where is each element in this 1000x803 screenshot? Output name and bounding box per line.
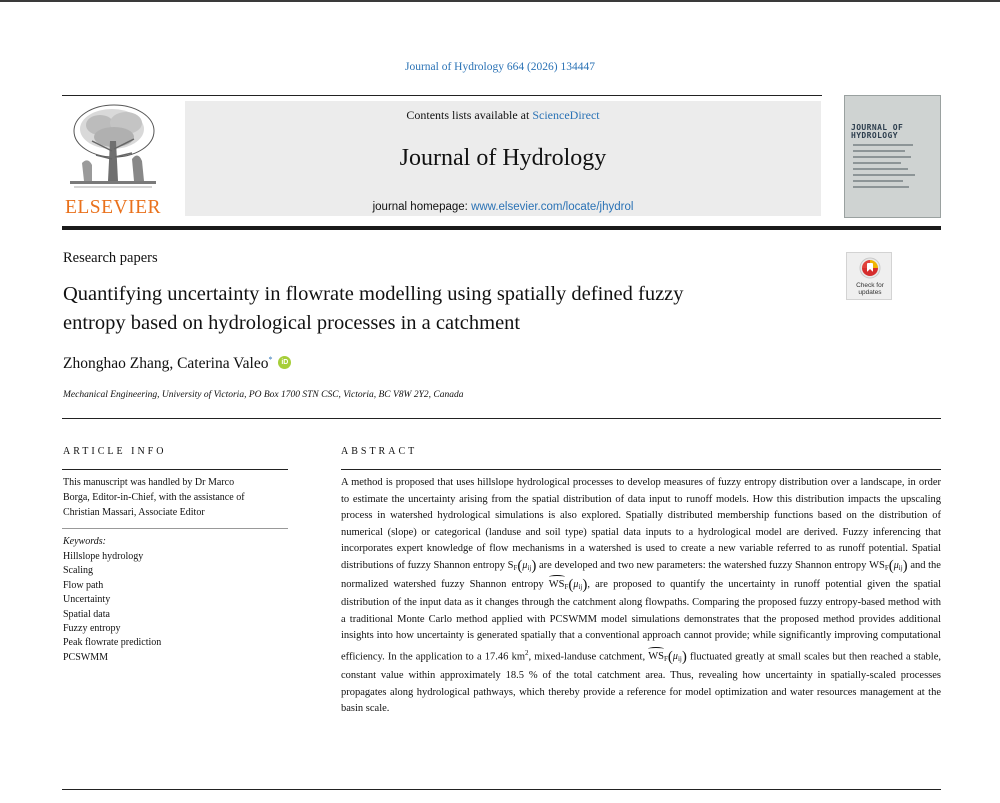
- check-updates-label: [847, 282, 893, 296]
- formula-symbol: WS: [549, 577, 565, 594]
- author-separator: ,: [169, 355, 178, 373]
- sciencedirect-link[interactable]: ScienceDirect: [532, 108, 600, 122]
- formula-normalized-entropy: $WS_F(\mu_{ij})$: [548, 576, 588, 593]
- keyword-item: Uncertainty: [63, 594, 111, 606]
- keywords-list: [63, 550, 287, 665]
- formula-subscript: F: [564, 582, 569, 591]
- superscript: 2: [525, 648, 529, 657]
- contents-line: [185, 108, 821, 123]
- contents-prefix: Contents lists available at: [406, 108, 533, 122]
- formula-subscript: F: [884, 563, 889, 572]
- formula-subscript: F: [513, 563, 518, 572]
- abstract-text: [341, 475, 941, 718]
- publisher-wordmark: ELSEVIER: [64, 197, 162, 218]
- paper-title: [63, 280, 833, 338]
- elsevier-tree-icon: [62, 101, 164, 199]
- formula-symbol: WS: [869, 559, 885, 571]
- abstract-rule: [341, 469, 941, 470]
- paper-title-line: Quantifying uncertainty in flowrate modelling using spatially defined fuzzy: [63, 283, 684, 305]
- formula-subscript: F: [664, 655, 668, 664]
- formula-subscript: ij: [578, 582, 583, 591]
- top-border: [0, 0, 1000, 2]
- formula-symbol: WS: [648, 649, 664, 666]
- handled-line: Christian Massari, Associate Editor: [63, 507, 205, 518]
- handled-line: Borga, Editor-in-Chief, with the assistance of: [63, 492, 245, 503]
- author-name[interactable]: Caterina Valeo: [177, 355, 269, 373]
- keyword-item: Hillslope hydrology: [63, 551, 144, 562]
- formula-subscript: ij: [677, 655, 682, 664]
- formula-normalized-entropy: $WS_F(\mu_{ij})$: [648, 649, 687, 666]
- formula-symbol: S: [507, 559, 514, 571]
- keyword-item: Peak flowrate prediction: [63, 637, 162, 649]
- abstract-segment: A method is proposed that uses hillslope hydrological processes to develop measures of fuzzy entropy distribution over a landscape, in order to estimate the uncertainty arising from the spatial distribution of data input to runoff models. How this distribution impacts the upscaling process in watershed hydrological simulations is also explored. Spatially distributed membership functions based on the distribution of numerical (slope) or categorical (landuse and soil type) spatial data inputs to a hydrological model are derived. Fuzzy inferencing that incorporates expert knowledge of flow mechanisms in a watershed is used to create a new variable referred to as runoff potential. Spatial distributions of fuzzy Shannon entropy: [341, 477, 941, 571]
- homepage-link[interactable]: www.elsevier.com/locate/jhydrol: [471, 201, 634, 213]
- keyword-item: Flow path: [63, 579, 104, 591]
- affiliation: Mechanical Engineering, University of Victoria, PO Box 1700 STN CSC, Victoria, BC V8W 2Y2, Canada: [63, 390, 464, 400]
- affiliation-rule: [62, 418, 941, 419]
- keyword-item: PCSWMM: [63, 651, 109, 663]
- journal-header-box: [185, 101, 821, 216]
- keywords-rule: [62, 528, 288, 529]
- cover-text-lines: [853, 144, 923, 192]
- abstract-segment: fluctuated greatly at small scales but then reached a stable, constant value within approximately 18.5 % of the total catchment area. Thus, revealing how uncertainty in spatially-scaled processes propagates along hydrological pathways, which thereby provide a reference for model optimization and water resources management at the basin scale.: [341, 651, 941, 715]
- handled-by-note: [63, 475, 287, 520]
- check-updates-line: Check for: [856, 282, 884, 289]
- article-info-heading: ARTICLE INFO: [63, 446, 167, 457]
- abstract-segment: and the normalized watershed fuzzy Shannon entropy: [341, 559, 941, 590]
- keyword-item: Spatial data: [63, 608, 110, 620]
- homepage-prefix: journal homepage:: [372, 201, 472, 213]
- keyword-item: Scaling: [63, 565, 93, 577]
- header-top-rule: [62, 95, 822, 96]
- formula-subscript: ij: [527, 563, 532, 572]
- abstract-segment: are developed and two new parameters: the watershed fuzzy Shannon entropy: [536, 559, 870, 571]
- abstract-heading: ABSTRACT: [341, 446, 418, 457]
- formula-subscript: ij: [898, 563, 903, 572]
- formula-symbol: μ: [672, 651, 678, 663]
- formula-fuzzy-entropy: $S_F(\mu_{ij})$: [507, 557, 537, 574]
- author-name[interactable]: Zhonghao Zhang: [63, 355, 170, 373]
- check-updates-line: updates: [858, 289, 882, 296]
- formula-symbol: μ: [573, 578, 579, 590]
- journal-homepage-line: [185, 201, 821, 213]
- journal-citation-link[interactable]: Journal of Hydrology 664 (2026) 134447: [404, 61, 596, 73]
- paper-title-line: entropy based on hydrological processes in a catchment: [63, 312, 521, 334]
- header-thick-rule: [62, 226, 941, 230]
- keywords-heading: Keywords:: [63, 536, 106, 547]
- elsevier-logo[interactable]: [62, 101, 164, 219]
- orcid-label: iD: [281, 359, 289, 367]
- check-for-updates-button[interactable]: [846, 252, 892, 300]
- bottom-rule: [62, 789, 941, 790]
- formula-symbol: μ: [893, 559, 899, 571]
- check-updates-icon: [859, 257, 881, 279]
- handled-line: This manuscript was handled by Dr Marco: [63, 477, 235, 488]
- formula-symbol: μ: [522, 559, 528, 571]
- authors-line: [63, 355, 291, 373]
- corresponding-author-mark[interactable]: *: [268, 355, 273, 364]
- section-label: Research papers: [63, 250, 158, 266]
- abstract-segment: , mixed-landuse catchment,: [528, 651, 649, 663]
- keyword-item: Fuzzy entropy: [63, 623, 121, 635]
- journal-title: Journal of Hydrology: [399, 145, 607, 171]
- orcid-icon[interactable]: [278, 356, 291, 369]
- article-info-rule: [62, 469, 288, 470]
- journal-cover-thumbnail[interactable]: [844, 95, 941, 218]
- formula-watershed-entropy: $WS_F(\mu_{ij})$: [869, 557, 908, 574]
- abstract-segment: , are proposed to quantify the uncertainty in runoff potential given the spatial distribution of the input data as it changes through the catchment along flowpaths. Comparing the proposed fuzzy entropy-based method with a traditional Monte Carlo method applied with PCSWMM model simulations demonstrates that the proposed method provides additional insights into how uncertainty is generated spatially that a conventional approach cannot provide; while significantly improving computational efficiency. In the application to a 17.46 km: [341, 578, 941, 663]
- cover-title: JOURNAL OF HYDROLOGY: [851, 123, 904, 140]
